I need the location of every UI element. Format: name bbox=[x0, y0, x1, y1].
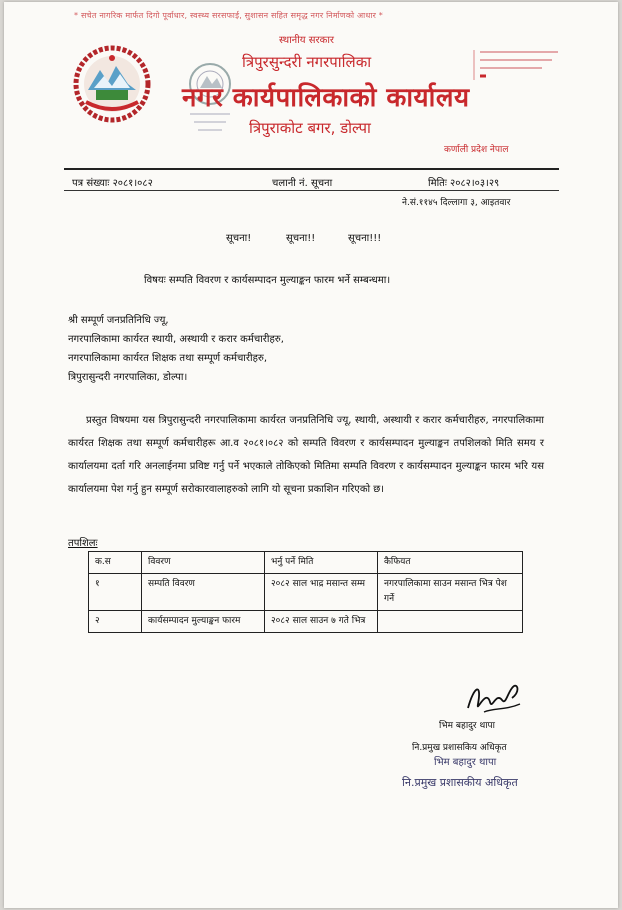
contact-info-icon bbox=[472, 48, 562, 82]
table-row bbox=[89, 611, 523, 633]
addressee-line: त्रिपुरासुन्दरी नगरपालिका, डोल्पा। bbox=[68, 372, 188, 383]
notice-heading-1: सूचना! bbox=[226, 233, 252, 244]
signature-scribble-icon bbox=[464, 678, 526, 722]
table-cell: कार्यसम्पादन मुल्याङ्कन फारम bbox=[142, 611, 265, 633]
table-header-cell: कैफियत bbox=[378, 552, 523, 574]
letter-date: मितिः २०८२।०३।२९ bbox=[428, 178, 500, 189]
schedule-label: तपशिलः bbox=[68, 538, 98, 549]
table-cell: २०८२ साल भाद्र मसान्त सम्म bbox=[265, 574, 378, 611]
table-cell: सम्पति विवरण bbox=[142, 574, 265, 611]
header-divider-top bbox=[64, 168, 559, 170]
table-cell bbox=[378, 611, 523, 633]
nepal-sambat-date: ने.सं.११४५ दिल्लागा ३, आइतवार bbox=[402, 198, 511, 208]
table-header-row bbox=[89, 552, 523, 574]
province-name: कर्णाली प्रदेश नेपाल bbox=[444, 145, 509, 155]
table-row bbox=[89, 574, 523, 611]
office-title: नगर कार्यपालिकाको कार्यालय bbox=[182, 83, 470, 113]
table-cell: २ bbox=[89, 611, 142, 633]
table-header-cell: भर्नु पर्ने मिति bbox=[265, 552, 378, 574]
municipality-name: त्रिपुरसुन्दरी नगरपालिका bbox=[242, 53, 372, 71]
table-cell: नगरपालिकामा साउन मसान्त भित्र पेश गर्ने bbox=[378, 574, 523, 611]
table-cell: २०८२ साल साउन ७ गते भित्र bbox=[265, 611, 378, 633]
header-divider-bottom bbox=[64, 190, 559, 191]
dispatch-number: चलानी नं. सूचना bbox=[272, 178, 333, 189]
table-header-cell: विवरण bbox=[142, 552, 265, 574]
addressee-line: श्री सम्पूर्ण जनप्रतिनिधि ज्यू, bbox=[68, 315, 169, 326]
letterhead-tagline: * सचेत नागरिक मार्फत दिगो पूर्वाधार, स्वस्थ्य सरसफाई, सुशासन सहित समृद्ध नगर निर्माणको आधार * bbox=[74, 11, 384, 20]
seal-title: नि.प्रमुख प्रशासकीय अधिकृत bbox=[402, 776, 518, 789]
notice-heading-3: सूचना!!! bbox=[348, 233, 382, 244]
letter-subject: विषयः सम्पति विवरण र कार्यसम्पादन मुल्याङ्कन फारम भर्ने सम्बन्धमा। bbox=[144, 275, 391, 286]
table-cell: १ bbox=[89, 574, 142, 611]
schedule-table bbox=[88, 551, 523, 633]
notice-heading-2: सूचना!! bbox=[286, 233, 316, 244]
nepal-emblem-icon bbox=[72, 44, 152, 124]
office-address: त्रिपुराकोट बगर, डोल्पा bbox=[249, 119, 371, 137]
addressee-line: नगरपालिकामा कार्यरत स्थायी, अस्थायी र करार कर्मचारीहरु, bbox=[68, 334, 284, 345]
letter-page bbox=[4, 2, 618, 908]
notice-body: प्रस्तुत विषयमा यस त्रिपुरासुन्दरी नगरपालिकामा कार्यरत जनप्रतिनिधि ज्यू, स्थायी, अस्थायी र करार कर्मचारीहरु, नगरपालिकामा कार्यरत शिक्षक तथा सम्पूर्ण कर्मचारीहरू आ.व २०८१।०८२ को सम्पति विवरण र कार्यसम्पादन मुल्याङ्कन तपशिलको मिति समय र कार्यालयमा दर्ता गरि अनलाईनमा प्रविष्ट गर्नु पर्ने भएकाले तोकिएको मितिमा सम्पति विवरण र कार्यसम्पादन मुल्याङ्कन फारम भरि यस कार्यालयमा पेश गर्नु हुन सम्पूर्ण सरोकारवालाहरुको लागि यो सूचना प्रकाशिन गरिएको छ। bbox=[68, 415, 544, 495]
seal-name: भिम बहादुर थापा bbox=[434, 757, 497, 768]
table-header-cell: क.स bbox=[89, 552, 142, 574]
local-government-label: स्थानीय सरकार bbox=[279, 35, 334, 46]
signatory-name: भिम बहादुर थापा bbox=[439, 721, 495, 731]
signatory-title: नि.प्रमुख प्रशासकिय अधिकृत bbox=[412, 743, 507, 753]
addressee-line: नगरपालिकामा कार्यरत शिक्षक तथा सम्पूर्ण कर्मचारीहरु, bbox=[68, 353, 268, 364]
letter-number: पत्र संख्याः २०८१।०८२ bbox=[72, 178, 153, 189]
